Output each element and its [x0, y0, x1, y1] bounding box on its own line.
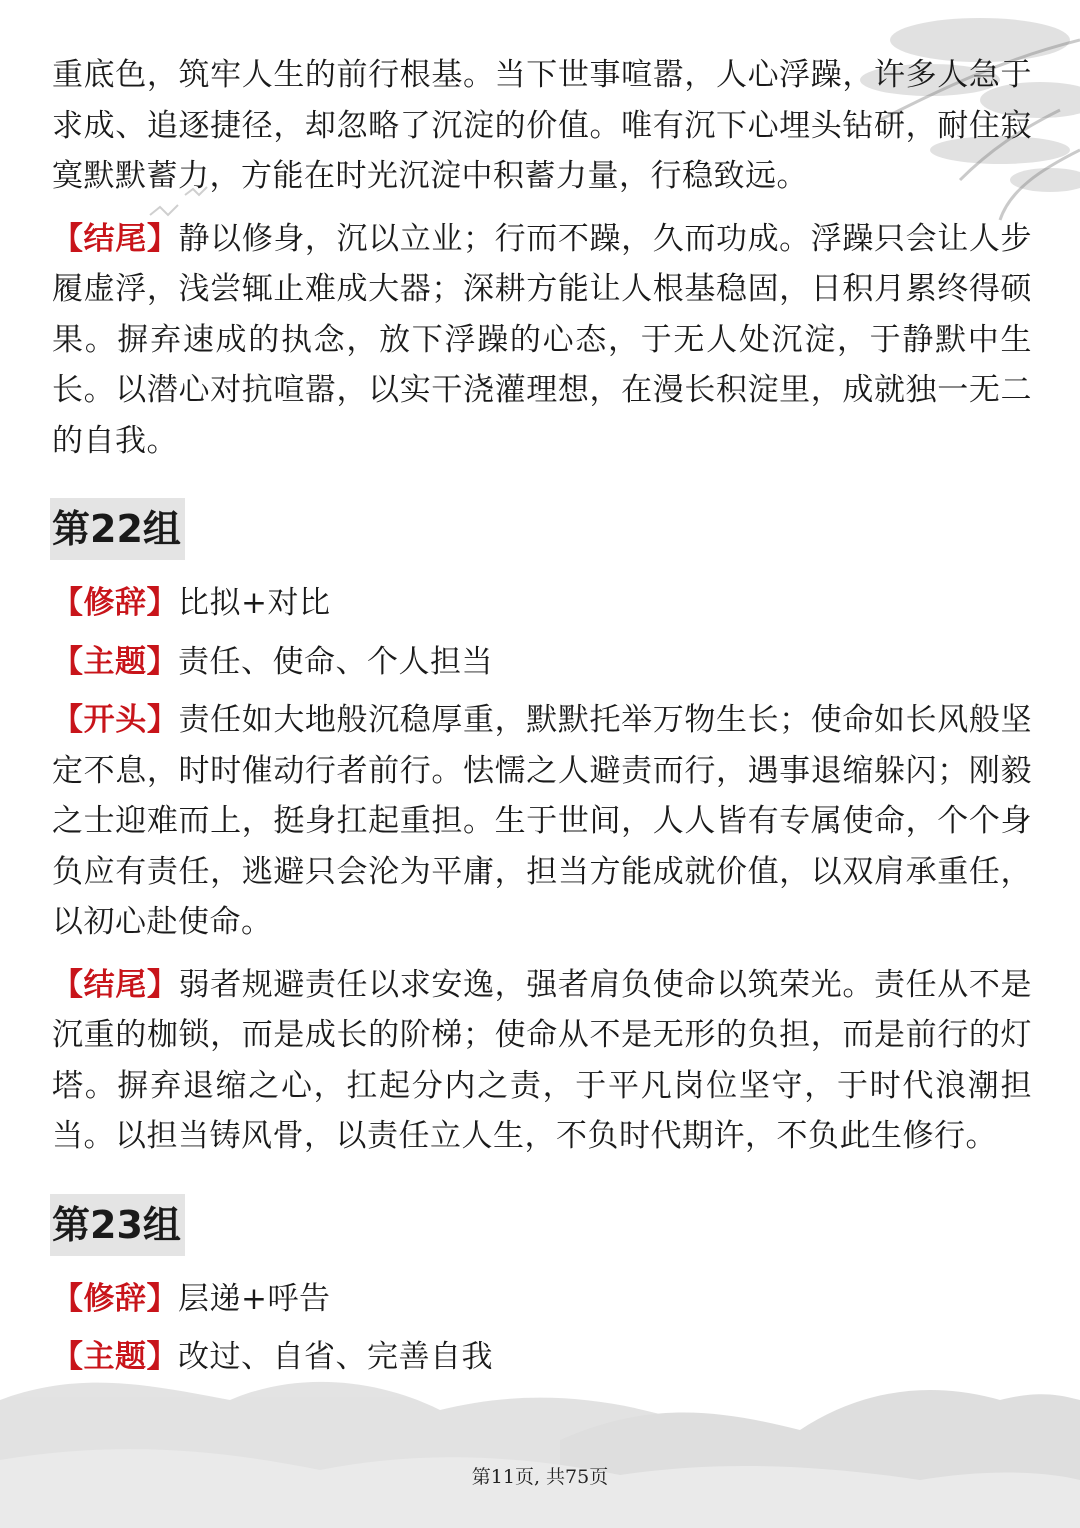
section-tag-label: 【结尾】 [52, 220, 179, 257]
section-heading: 第22组 [50, 498, 185, 560]
paragraph [52, 50, 1032, 202]
section-tag-label: 【主题】 [52, 643, 178, 680]
document-body [52, 50, 1032, 1391]
section-tag-label: 【修辞】 [52, 1280, 178, 1317]
section-tag-label: 【结尾】 [52, 966, 179, 1003]
paragraph-text: 改过、自省、完善自我 [178, 1339, 493, 1375]
paragraph [52, 1332, 1032, 1383]
paragraph-text: 重底色，筑牢人生的前行根基。当下世事喧嚣，人心浮躁，许多人急于求成、追逐捷径，却忽略了沉淀的价值。唯有沉下心埋头钻研，耐住寂寞默默蓄力，方能在时光沉淀中积蓄力量，行稳致远。 [52, 57, 1032, 194]
paragraph [52, 695, 1032, 948]
paragraph [52, 214, 1032, 467]
section-heading-row [52, 1174, 1032, 1274]
section-tag-label: 【主题】 [52, 1339, 178, 1375]
page-number: 第11页, 共75页 [471, 1466, 609, 1488]
paragraph-text: 责任如大地般沉稳厚重，默默托举万物生长；使命如长风般坚定不息，时时催动行者前行。怯懦之人避责而行，遇事退缩躲闪；刚毅之士迎难而上，挺身扛起重担。生于世间，人人皆有专属使命，个个身负应有责任，逃避只会沦为平庸，担当方能成就价值，以双肩承重任，以初心赴使命。 [52, 702, 1032, 940]
paragraph-text: 弱者规避责任以求安逸，强者肩负使命以筑荣光。责任从不是沉重的枷锁，而是成长的阶梯；使命从不是无形的负担，而是前行的灯塔。摒弃退缩之心，扛起分内之责，于平凡岗位坚守，于时代浪潮担当。以担当铸风骨，以责任立人生，不负时代期许，不负此生修行。 [52, 966, 1032, 1154]
section-heading: 第23组 [50, 1194, 185, 1256]
paragraph-text: 静以修身，沉以立业；行而不躁，久而功成。浮躁只会让人步履虚浮，浅尝辄止难成大器；深耕方能让人根基稳固，日积月累终得硕果。摒弃速成的执念，放下浮躁的心态，于无人处沉淀，于静默中生长。以潜心对抗喧嚣，以实干浇灌理想，在漫长积淀里，成就独一无二的自我。 [52, 220, 1032, 459]
paragraph [52, 1274, 1032, 1325]
paragraph-text: 比拟+对比 [178, 585, 331, 621]
paragraph [52, 960, 1032, 1162]
mountain-decoration [0, 1382, 1080, 1528]
paragraph [52, 637, 1032, 688]
section-heading-row [52, 478, 1032, 578]
paragraph-text: 责任、使命、个人担当 [178, 643, 493, 680]
paragraph-text: 层递+呼告 [178, 1280, 331, 1317]
section-tag-label: 【开头】 [52, 702, 179, 738]
section-tag-label: 【修辞】 [52, 585, 178, 621]
paragraph [52, 578, 1032, 629]
